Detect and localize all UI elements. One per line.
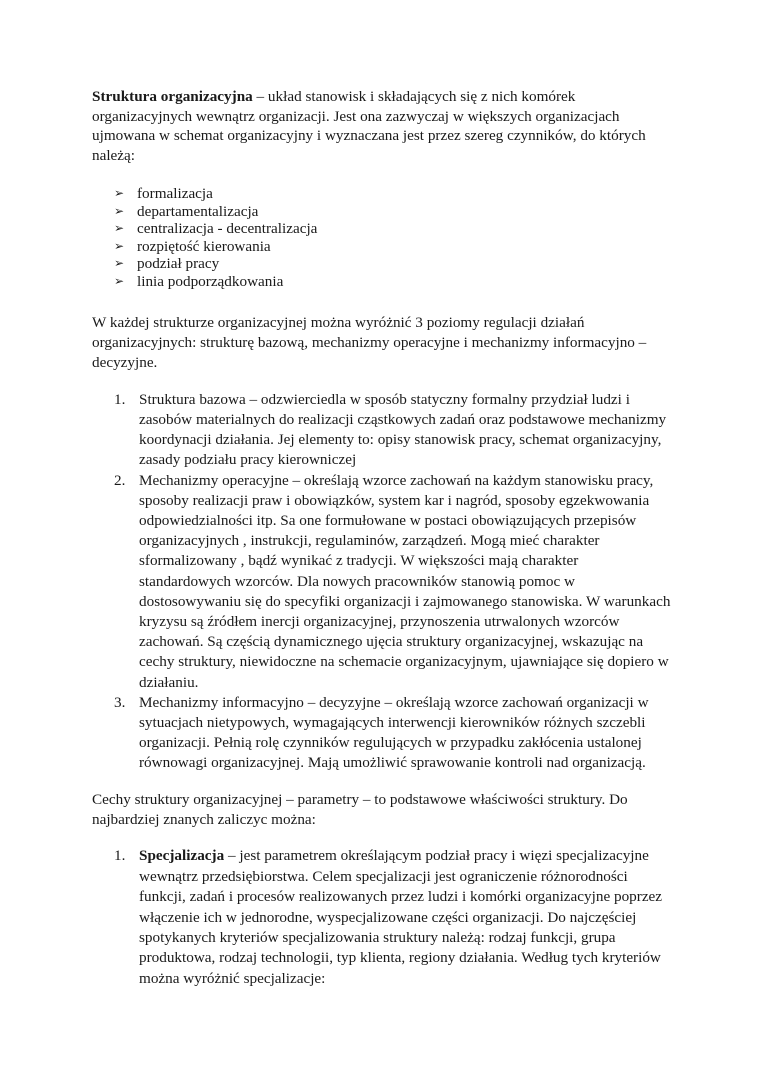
parameters-list	[92, 846, 672, 989]
list-item	[92, 471, 672, 693]
intro-text: – układ stanowisk i składających się z nich komórek organizacyjnych wewnątrz organizacji. Jest ona zazwyczaj w większych organizacjach ujmowana w schemat organizacyjny i wyznaczana jest przez szereg czynników, do których należą:	[92, 88, 646, 164]
item-number: 3.	[114, 693, 126, 711]
item-term: Specjalizacja	[139, 847, 225, 865]
item-text: – jest parametrem określającym podział pracy i więzi specjalizacyjne wewnątrz przedsiębiorstwa. Celem specjalizacji jest ograniczenie różnorodności funkcji, zadań i procesów realizowanych przez ludzi i komórki organizacyjne poprzez włączenie ich w jednorodne, wyspecjalizowane części organizacji. Do najczęściej spotykanych kryteriów specjalizowania struktury należą: rodzaj funkcji, grupa produktowa, rodzaj technologii, typ klienta, regiony działania. Według tych kryteriów można wyróżnić specjalizacje:	[139, 847, 663, 987]
list-item: ➢ departamentalizacja	[114, 202, 259, 220]
factors-list	[92, 185, 672, 291]
item-text: Struktura bazowa – odzwierciedla w sposób statyczny formalny przydział ludzi i zasobów materialnych do realizacji cząstkowych zadań oraz podstawowe mechanizmy koordynacji działania. Jej elementy to: opisy stanowisk pracy, schemat organizacyjny, zasady podziału pracy kierowniczej	[139, 390, 667, 469]
item-number: 2.	[114, 471, 126, 489]
arrow-bullet-icon: ➢	[114, 273, 125, 288]
list-item: ➢ formalizacja	[114, 185, 213, 202]
list-item: ➢ podział pracy	[114, 255, 220, 273]
list-item: ➢ linia podporządkowania	[114, 272, 284, 290]
regulation-paragraph: W każdej strukturze organizacyjnej można wyróżnić 3 poziomy regulacji działań organizacyjnych: strukturę bazową, mechanizmy operacyjne i mechanizmy informacyjno – decyzyjne.	[92, 313, 647, 372]
list-item: ➢ rozpiętość kierowania	[114, 237, 271, 255]
list-item: ➢ centralizacja - decentralizacja	[114, 220, 318, 238]
levels-list	[92, 390, 672, 774]
features-paragraph: Cechy struktury organizacyjnej – parametry – to podstawowe właściwości struktury. Do najbardziej znanych zaliczyc można:	[92, 790, 628, 829]
list-item	[92, 693, 672, 774]
item-number: 1.	[114, 390, 126, 408]
intro-term: Struktura organizacyjna	[92, 88, 253, 105]
item-text: Mechanizmy operacyjne – określają wzorce zachowań na każdym stanowisku pracy, sposoby realizacji praw i obowiązków, system kar i nagród, sposoby egzekwowania odpowiedzialności itp. Sa one formułowane w postaci obowiązujących przepisów organizacyjnych , instrukcji, regulaminów, zarządzeń. Mogą mieć charakter sformalizowany , bądź wynikać z tradycji. W większości mają charakter standardowych wzorców. Dla nowych pracowników stanowią pomoc w dostosowywaniu się do specyfiki organizacji i zajmowanego stanowiska. W warunkach kryzysu są źródłem inercji organizacyjnej, przynoszenia utrwalonych wzorców zachowań. Są częścią dynamicznego ujęcia struktury organizacyjnej, wskazując na cechy struktury, niewidoczne na schemacie organizacyjnym, ujawniające się dopiero w działaniu.	[139, 471, 671, 691]
arrow-bullet-icon: ➢	[114, 186, 125, 200]
list-item	[92, 846, 672, 989]
arrow-bullet-icon: ➢	[114, 221, 125, 236]
arrow-bullet-icon: ➢	[114, 238, 125, 253]
item-number: 1.	[114, 847, 126, 865]
item-text: Mechanizmy informacyjno – decyzyjne – określają wzorce zachowań organizacji w sytuacjach nietypowych, wymagających interwencji kierowników różnych szczebli organizacji. Pełnią rolę czynników regulujących w przypadku zakłócenia ustalonej równowagi organizacyjnej. Mają umożliwić sprawowanie kontroli nad organizacją.	[139, 693, 649, 772]
list-item	[92, 390, 672, 471]
arrow-bullet-icon: ➢	[114, 256, 125, 271]
document-page	[92, 87, 672, 1005]
arrow-bullet-icon: ➢	[114, 203, 125, 218]
intro-paragraph	[92, 87, 672, 165]
